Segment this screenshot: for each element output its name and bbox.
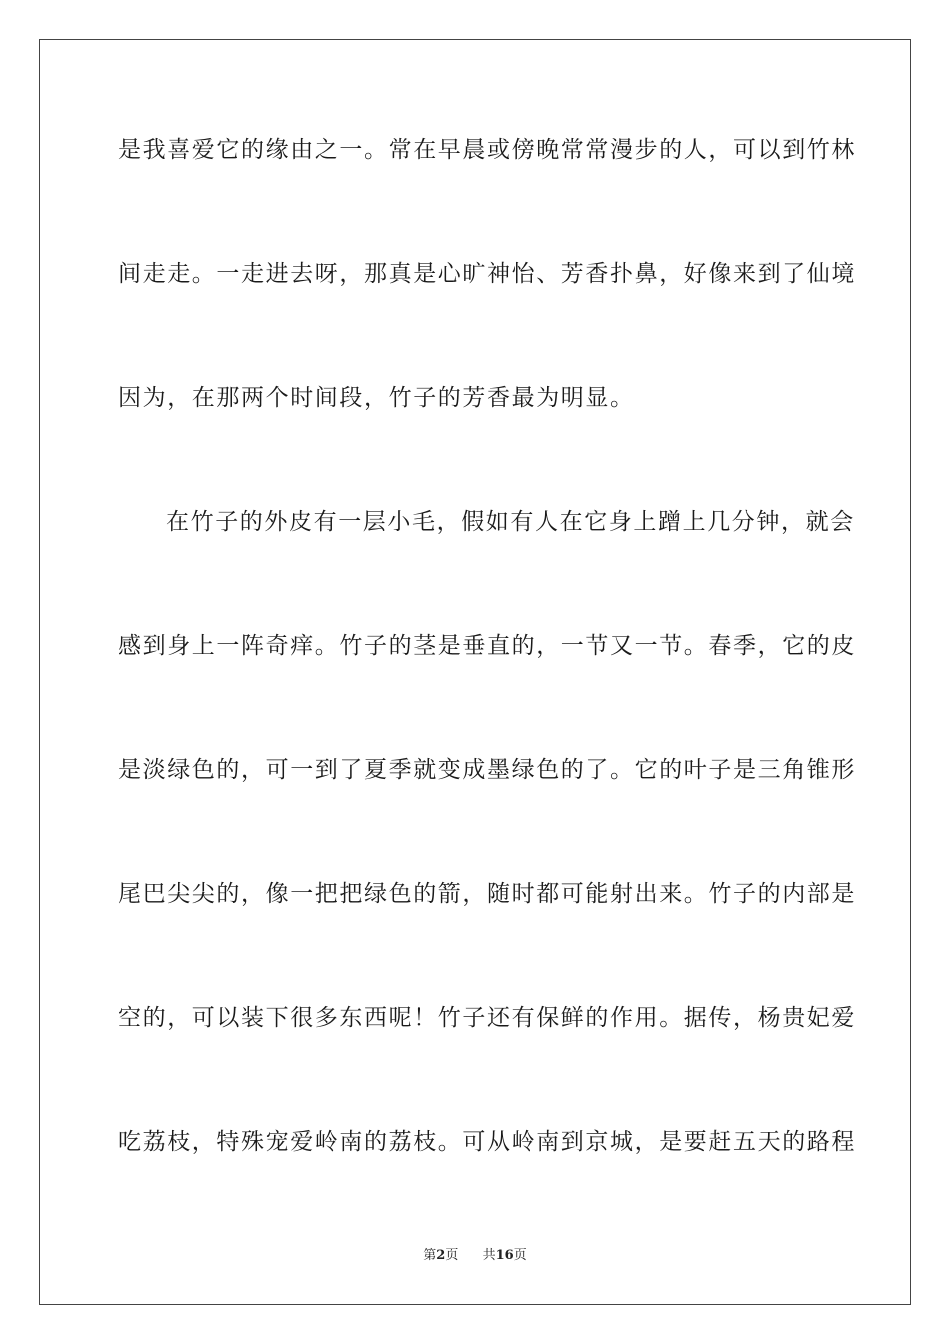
page-number: 2	[436, 1248, 446, 1263]
total-pages: 16	[495, 1248, 514, 1263]
body-line-4-paragraph-start: 在竹子的外皮有一层小毛，假如有人在它身上蹭上几分钟，就会	[166, 509, 855, 535]
body-line-9: 吃荔枝，特殊宠爱岭南的荔枝。可从岭南到京城，是要赶五天的路程	[118, 1129, 856, 1155]
page-border	[39, 39, 911, 1305]
page-prefix: 第	[423, 1248, 437, 1263]
total-prefix: 共	[482, 1248, 496, 1263]
page-footer	[0, 1247, 950, 1265]
body-line-8: 空的，可以装下很多东西呢！竹子还有保鲜的作用。据传，杨贵妃爱	[118, 1005, 856, 1031]
body-line-3: 因为，在那两个时间段，竹子的芳香最为明显。	[118, 385, 635, 411]
body-line-5: 感到身上一阵奇痒。竹子的茎是垂直的，一节又一节。春季，它的皮	[118, 633, 856, 659]
body-line-6: 是淡绿色的，可一到了夏季就变成墨绿色的了。它的叶子是三角锥形	[118, 757, 856, 783]
total-suffix: 页	[513, 1248, 527, 1263]
body-line-7: 尾巴尖尖的，像一把把绿色的箭，随时都可能射出来。竹子的内部是	[118, 881, 856, 907]
body-line-2: 间走走。一走进去呀，那真是心旷神怡、芳香扑鼻，好像来到了仙境	[118, 261, 856, 287]
page-suffix: 页	[445, 1248, 459, 1263]
body-line-1: 是我喜爱它的缘由之一。常在早晨或傍晚常常漫步的人，可以到竹林	[118, 137, 856, 163]
